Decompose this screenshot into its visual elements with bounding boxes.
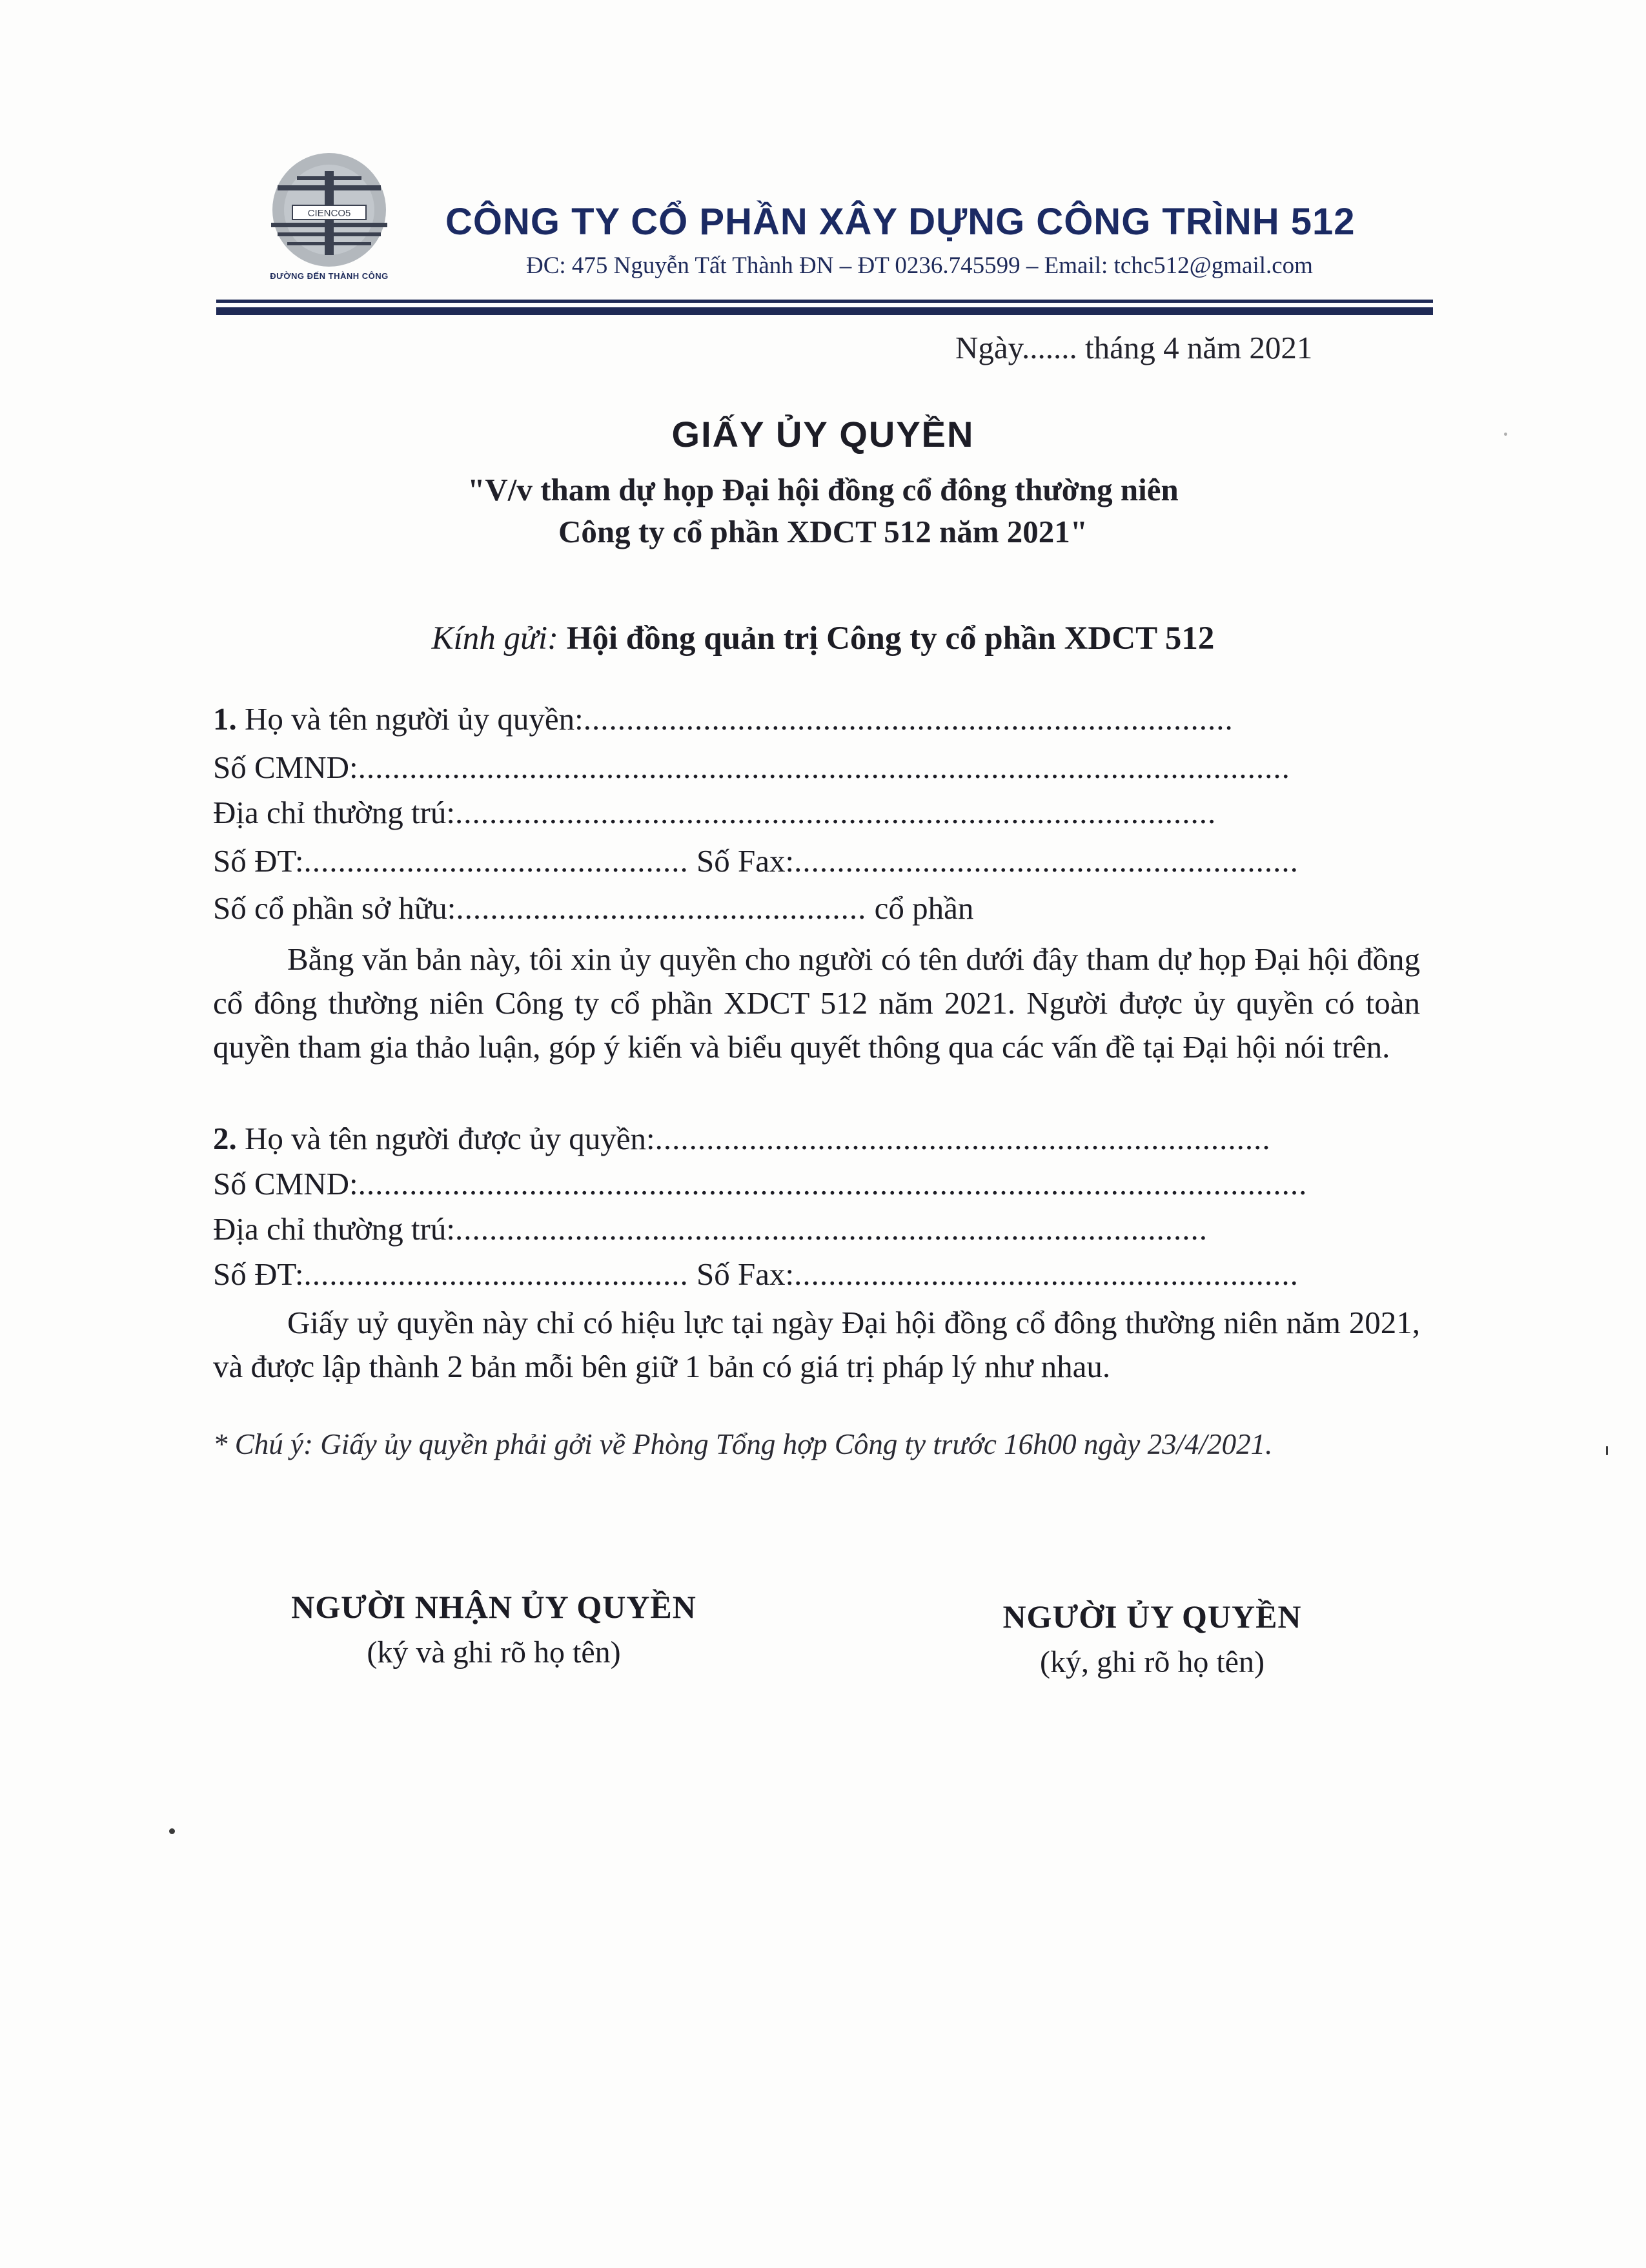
grantee-phone-field[interactable]: ............................................. — [303, 1256, 689, 1292]
grantor-id-field[interactable]: ............................................................................................................. — [358, 750, 1290, 785]
grantee-address-field[interactable]: ........................................................................................ — [455, 1211, 1208, 1247]
grantor-address-line — [213, 794, 1420, 831]
document-title: GIẤY ỦY QUYỀN — [671, 414, 975, 455]
grantee-name-field[interactable]: ........................................................................ — [655, 1121, 1271, 1156]
scan-speck — [169, 1828, 175, 1834]
company-logo — [242, 145, 416, 287]
grantor-shares-field[interactable]: ................................................ — [456, 890, 867, 926]
subject-line-1: "V/v tham dự họp Đại hội đồng cổ đông thường niên — [467, 472, 1179, 507]
grantor-id-line — [213, 749, 1420, 786]
signature-hint-recipient: (ký và ghi rõ họ tên) — [367, 1635, 621, 1670]
grantee-address-line — [213, 1211, 1420, 1247]
grantee-name-line — [213, 1120, 1420, 1157]
grantee-name-label: Họ và tên người được ủy quyền: — [245, 1121, 655, 1156]
signature-block-grantor — [862, 1598, 1443, 1680]
signature-hint-grantor: (ký, ghi rõ họ tên) — [1040, 1645, 1265, 1679]
grantor-shares-label: Số cổ phần sở hữu: — [213, 890, 456, 926]
grantor-phone-label: Số ĐT: — [213, 843, 304, 879]
grantor-id-label: Số CMND: — [213, 750, 358, 785]
company-address: ĐC: 475 Nguyễn Tất Thành ĐN – ĐT 0236.745599 – Email: tchc512@gmail.com — [526, 252, 1313, 279]
header-rule-thin — [216, 300, 1433, 303]
grantor-address-field[interactable]: ......................................................................................... — [455, 795, 1217, 830]
grantor-address-label: Địa chỉ thường trú: — [213, 795, 455, 830]
section-1-number: 1. — [213, 701, 237, 737]
grantee-address-label: Địa chỉ thường trú: — [213, 1211, 455, 1247]
signature-title-recipient: NGƯỜI NHẬN ỦY QUYỀN — [291, 1589, 696, 1625]
grantee-id-line — [213, 1165, 1420, 1202]
section-2-number: 2. — [213, 1121, 237, 1156]
logo-text: CIENCO5 — [307, 208, 351, 219]
recipient-line — [0, 620, 1646, 657]
grantor-name-line — [213, 700, 1420, 737]
logo-caption: ĐƯỜNG ĐẾN THÀNH CÔNG — [270, 271, 389, 281]
authorization-paragraph: Bằng văn bản này, tôi xin ủy quyền cho người có tên dưới đây tham dự họp Đại hội đồng cổ đông thường niên Công ty cổ phần XDCT 512 năm 2021. Người được ủy quyền có toàn quyền tham gia thảo luận, góp ý kiến và biểu quyết thông qua các vấn đề tại Đại hội nói trên. — [213, 941, 1420, 1065]
grantee-id-label: Số CMND: — [213, 1166, 358, 1201]
grantee-fax-label: Số Fax: — [696, 1256, 795, 1292]
header-rule-thick — [216, 307, 1433, 315]
signature-block-recipient — [203, 1588, 784, 1670]
scan-speck — [1504, 433, 1507, 436]
grantor-name-field[interactable]: ............................................................................ — [583, 701, 1234, 737]
company-name: CÔNG TY CỔ PHẦN XÂY DỰNG CÔNG TRÌNH 512 — [445, 201, 1356, 243]
grantor-phone-line — [213, 843, 1420, 879]
validity-paragraph: Giấy uỷ quyền này chỉ có hiệu lực tại ngày Đại hội đồng cổ đông thường niên năm 2021, và được lập thành 2 bản mỗi bên giữ 1 bản có giá trị pháp lý như nhau. — [213, 1305, 1420, 1384]
grantor-fax-field[interactable]: ........................................................... — [794, 843, 1299, 879]
recipient-name: Hội đồng quản trị Công ty cổ phần XDCT 512 — [566, 620, 1215, 657]
grantor-shares-line — [213, 890, 1420, 926]
scan-speck — [1606, 1446, 1608, 1455]
recipient-label: Kính gửi: — [431, 620, 558, 657]
signature-title-grantor: NGƯỜI ỦY QUYỀN — [1002, 1599, 1302, 1635]
subject-line-2: Công ty cổ phần XDCT 512 năm 2021" — [558, 514, 1088, 549]
grantee-fax-field[interactable]: ........................................................... — [794, 1256, 1299, 1292]
grantee-phone-label: Số ĐT: — [213, 1256, 304, 1292]
grantor-fax-label: Số Fax: — [696, 843, 795, 879]
grantor-name-label: Họ và tên người ủy quyền: — [245, 701, 584, 737]
grantee-phone-line — [213, 1256, 1420, 1292]
grantor-phone-field[interactable]: ............................................. — [303, 843, 689, 879]
grantee-id-field[interactable]: ............................................................................................................... — [358, 1166, 1308, 1201]
grantor-shares-unit: cổ phần — [874, 890, 974, 926]
date-line: Ngày....... tháng 4 năm 2021 — [955, 330, 1313, 365]
note-paragraph: * Chú ý: Giấy ủy quyền phải gởi về Phòng Tổng hợp Công ty trước 16h00 ngày 23/4/2021. — [213, 1428, 1273, 1460]
